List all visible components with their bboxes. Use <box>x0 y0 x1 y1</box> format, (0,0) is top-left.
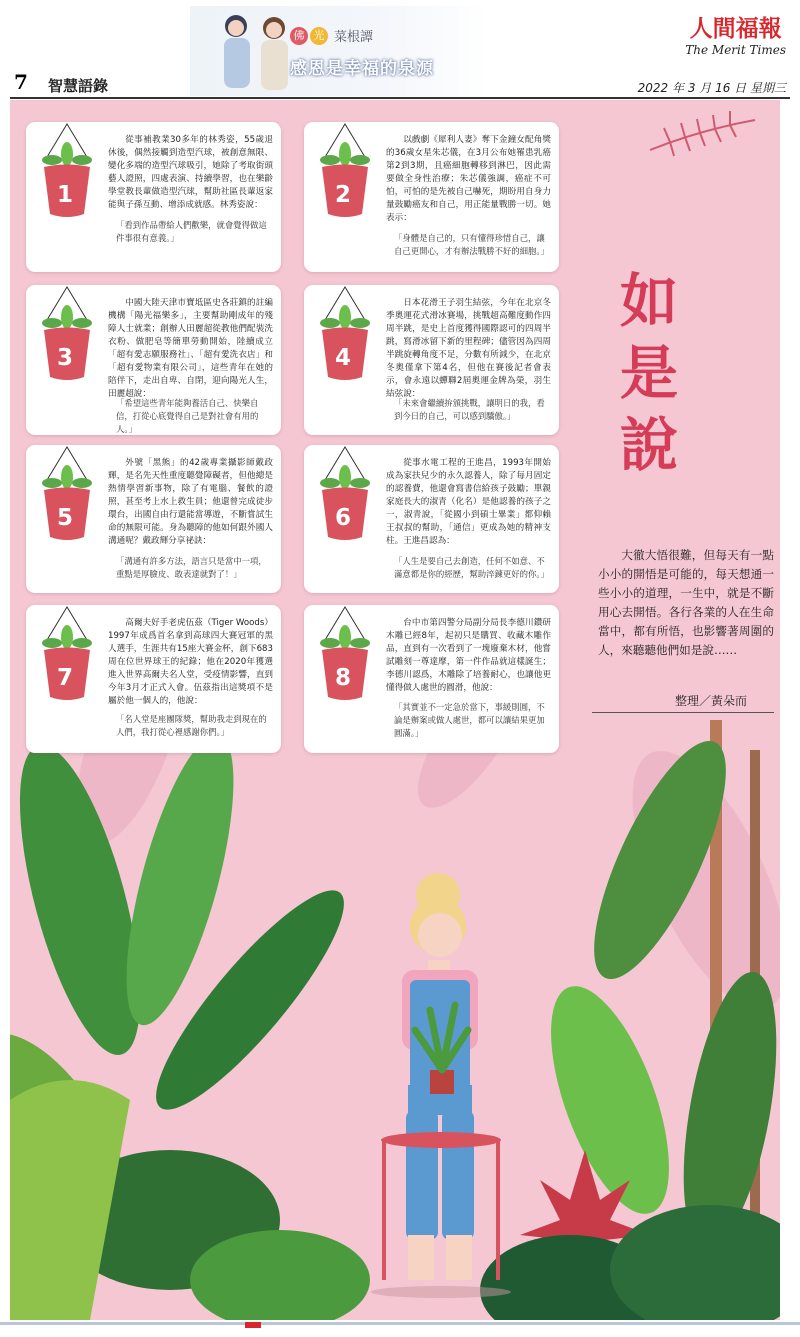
card-number: 2 <box>334 182 351 208</box>
couple-illustration <box>200 6 310 96</box>
section-name: 智慧語錄 <box>48 77 109 95</box>
column-badge <box>290 26 373 45</box>
quote-card-4 <box>304 285 559 435</box>
logo-chinese: 人間福報 <box>689 15 782 42</box>
card-number: 7 <box>56 665 73 691</box>
card-text: 台中市第四警分局副分局長李德川鑽研木雕已經8年，起初只是購買、收藏木雕作品，直到有一次看到了一塊廢棄木材，他嘗試雕刻一尊達摩，第一件作品就這樣誕生；李德川認爲，木雕除了培養耐心，也讓他更懂得做人處世的圓滑，他說： <box>386 618 551 693</box>
quote-card-5 <box>26 445 281 593</box>
dateline: 2022 年 3 月 16 日 星期三 <box>637 81 786 95</box>
card-quote: 「溝通有許多方法，語言只是當中一項，重點是厚臉皮、敢表達就對了！」 <box>116 556 267 579</box>
quote-card-1 <box>26 122 281 272</box>
intro-paragraph: 大徹大悟很難，但每天有一點小小的開悟是可能的，每天想通一些小小的道理，一生中，就是不斷用心去開悟。各行各業的人在生命當中，都有所悟，也影響著周圍的人，來聽聽他們如是說…… <box>598 548 774 657</box>
header-rule <box>10 97 790 99</box>
card-quote: 「未來會繼續拚頒挑戰，讓明日的我，看到今日的自己，可以感到驕傲。」 <box>394 398 545 421</box>
card-quote: 「其實並不一定急於當下，事緩則圓，不論是辦案或做人處世，都可以讓結果更加圓滿。」 <box>394 702 545 738</box>
card-text: 中國大陸天津市寶坻區史各莊鎮的註編機構「陽光福樂多」，主要幫助剛成年的殘障人士就業；創辦人田麗超從教他們配裝洗衣粉、做肥皂等簡單勞動開始，陸續成立「超有愛志願服務社」、「超有愛洗衣店」和「超有愛物業有限公司」，這些青年在她的陪伴下，走出自卑、自閉，迎向陽光人生，田麗超說： <box>108 298 273 399</box>
footer-bar <box>0 1322 800 1325</box>
badge-text: 菜根譚 <box>334 30 374 45</box>
logo-english: The Merit Times <box>685 43 786 57</box>
card-text: 從事水電工程的王進昌，1993年開始成為家扶兒少的永久認養人，除了每月固定的認養費，他還會寫書信給孩子鼓勵；單親家庭長大的淑青（化名）是他認養的孩子之一，淑青說，「從國小到碩士畢業」都仰賴王叔叔的幫助，「通信」更成為她的精神支柱。王進昌認為： <box>386 458 551 546</box>
quote-card-2 <box>304 122 559 272</box>
card-number: 8 <box>334 665 351 691</box>
card-text: 高爾夫好手老虎伍茲（Tiger Woods）1997年成爲首名拿到高球四大賽冠軍的黑人選手，生涯共有15座大賽金杯，創下683周在位世界球王的紀錄；他在2020年獲選進入世界高爾夫名人堂，受疫情影響，直到今年3月才正式入會。伍茲指出這獎項不是屬於他一個人的，他說： <box>108 618 273 706</box>
card-number: 4 <box>334 345 351 371</box>
badge-char-1: 佛 <box>290 27 308 45</box>
card-quote: 「人生是要自己去創造，任何不如意、不滿意都是你的經歷，幫助淬鍊更好的你。」 <box>394 556 549 579</box>
card-text: 以戲劇《犀利人妻》奪下金鐘女配角獎的36歲女星朱芯儀，在3月公布她罹患乳癌第2到3期，且癌細胞轉移到淋巴，因此需要做全身性治療；朱芯儀強調，癌症不可怕，可怕的是先被自己嚇死，期盼用自身力量鼓勵癌友和自己，用正能量戰勝一切。她表示： <box>386 135 551 223</box>
newspaper-logo <box>685 10 786 57</box>
quote-card-3 <box>26 285 281 435</box>
page-header <box>0 0 800 100</box>
page-number: 7 <box>14 70 28 94</box>
editor-rule <box>592 712 774 713</box>
footer-marker <box>245 1322 261 1328</box>
card-quote: 「名人堂是座團隊獎，幫助我走到現在的人們，我打從心裡感謝你們。」 <box>116 714 267 737</box>
badge-char-2: 光 <box>310 27 328 45</box>
gardener-illustration <box>371 873 511 1298</box>
header-banner <box>190 6 490 96</box>
card-number: 6 <box>334 505 351 531</box>
left-jungle-plants <box>10 725 370 1320</box>
card-number: 1 <box>56 182 73 208</box>
leaf-branch-decoration <box>650 111 755 156</box>
quote-card-7 <box>26 605 281 753</box>
card-text: 日本花滑王子羽生結弦，今年在北京冬季奧運花式滑冰賽場，挑戰超高難度動作四周半跳，是史上首度獲得國際認可的四周半跳，寫滑冰留下新的里程碑；儘管因為四周半跳旋轉角度不足，分數有所減少，在北京冬奧僅拿下第4名，但他在賽後記者會表示，會永遠以蟬聯2屆奧運金牌為榮，羽生結弦說： <box>386 298 551 399</box>
card-quote: 「身體是自己的，只有懂得珍惜自己，讓自己更開心，才有辦法戰勝不好的細胞。」 <box>394 233 549 256</box>
card-quote: 「希望這些青年能夠養活自己、快樂自信，打從心底覺得自己是對社會有用的人。」 <box>116 398 259 434</box>
quote-card-8 <box>304 605 559 753</box>
card-text: 外號「黑熊」的42歲專業攝影師戴政輝，是名先天性重度聽覺障礙者，但他總是熱情學習新事物，除了有電腦、餐飲的證照，甚至考上水上救生員；他還曾完成徒步環台，出國自由行還能當導遊，不斷嘗試生命的無限可能。身為聽障的他如何跟外國人溝通呢？戴政輝分享祕訣： <box>108 458 273 546</box>
column-title: 感恩是幸福的泉源 <box>290 59 434 79</box>
card-text: 從事補教業30多年的林秀姿，55歲退休後，偶然接觸到造型汽球，被創意無限、變化多端的造型汽球吸引，她除了考取街頭藝人證照，四處表演、持續學習，也在樂齡學堂教長輩做造型汽球，幫助社區長輩返家能與子孫互動、增添成就感。林秀姿說： <box>108 135 273 210</box>
card-number: 5 <box>56 505 73 531</box>
editor-credit: 整理／黃朵而 <box>675 694 748 708</box>
main-content <box>10 100 780 1320</box>
page-title: 如是說 <box>620 267 679 479</box>
card-quote: 「看到作品帶給人們歡樂，就會覺得做這件事很有意義。」 <box>116 220 267 243</box>
card-number: 3 <box>56 345 73 371</box>
quote-card-6 <box>304 445 559 593</box>
